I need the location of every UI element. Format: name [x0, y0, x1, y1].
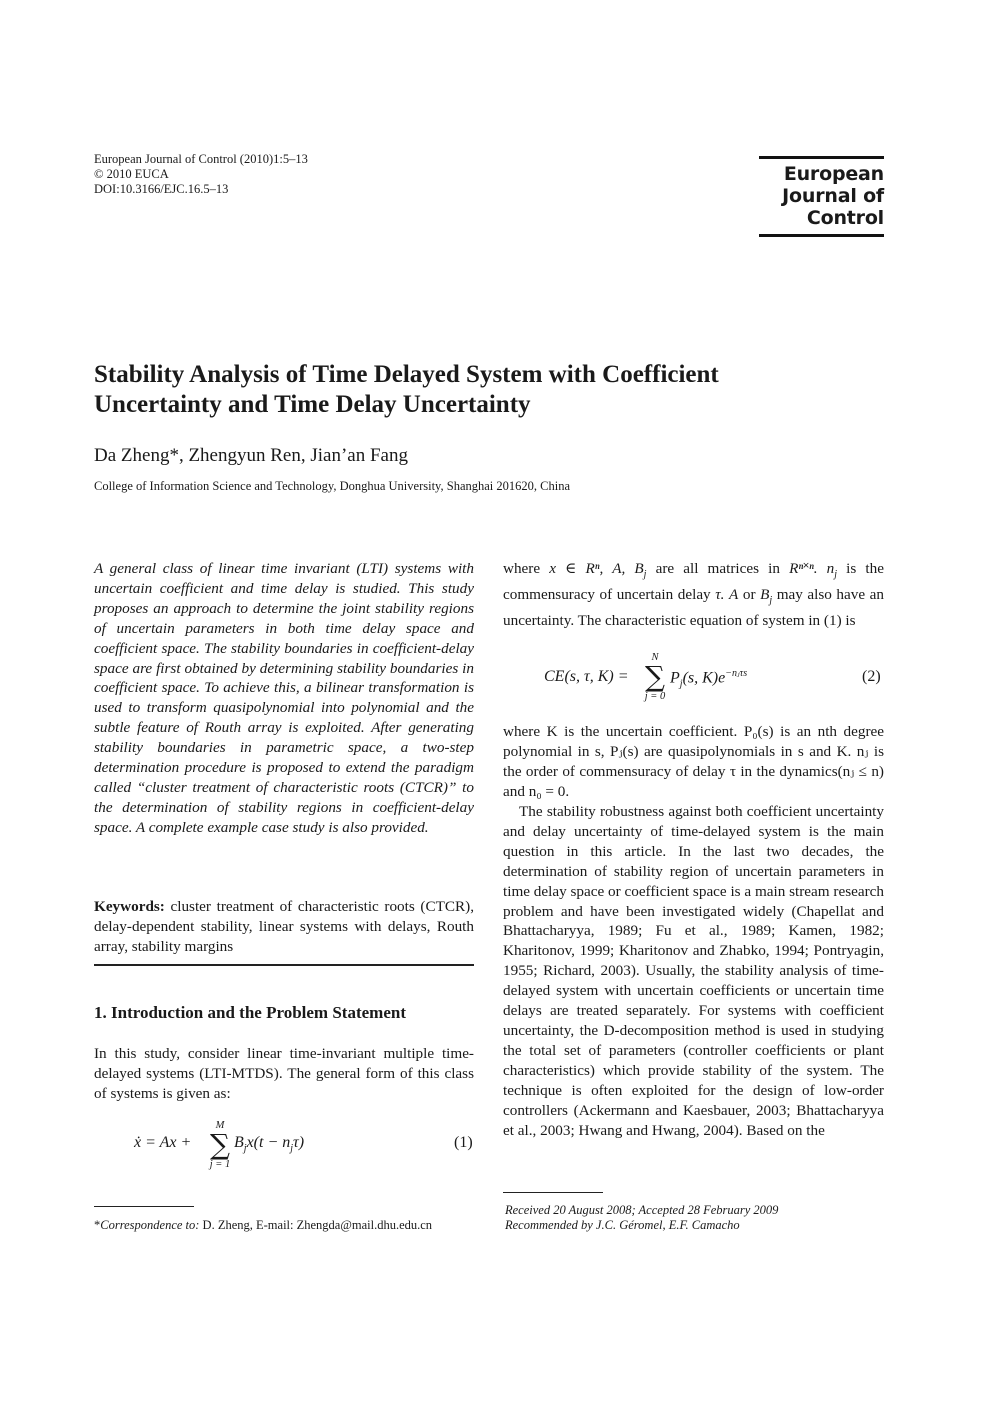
logo-line-1: European: [783, 163, 884, 185]
keywords-label: Keywords:: [94, 898, 165, 915]
logo-bottom-rule: [759, 234, 884, 237]
para-a-B: B: [760, 585, 770, 603]
keywords: [94, 897, 474, 957]
para-a-text-5: may also have an uncertainty. The characteristic equation of system in (1) is: [503, 585, 884, 629]
title-line-2: Uncertainty and Time Delay Uncertainty: [94, 391, 531, 418]
keywords-text: cluster treatment of characteristic roots (CTCR), delay-dependent stability, linear systems with delays, Routh array, stability margins: [94, 898, 474, 955]
doi: DOI:10.3166/EJC.16.5–13: [94, 182, 229, 196]
equation-1-upper-limit: M: [215, 1120, 225, 1131]
eq2-P: P: [670, 669, 680, 687]
authors: Da Zheng*, Zhengyun Ren, Jian’an Fang: [94, 445, 408, 466]
eq2-sub-j: j: [679, 678, 683, 690]
summation-symbol-2: ∑: [645, 660, 665, 693]
equation-2-sum: [640, 652, 670, 702]
para-a-math-1: x ∈ Rⁿ, A, B: [549, 560, 644, 577]
right-para-b: where K is the uncertain coefficient. P₀(s) is an nth degree polynomial in s, Pⱼ(s) are quasipolynomials in s and K. nⱼ is the order of commensuracy of delay τ in the dynamics(nⱼ ≤ n) and n₀ = 0.: [503, 723, 884, 800]
para-a-math-2: Rⁿ˟ⁿ. n: [789, 560, 835, 577]
equation-1-rhs: [234, 1134, 304, 1154]
para-a-sub-3: j: [769, 594, 773, 606]
abstract-divider: [94, 964, 474, 966]
right-para-a: [503, 559, 884, 631]
section-heading: 1. Introduction and the Problem Statement: [94, 1003, 406, 1022]
para-a-sub-2: j: [834, 569, 838, 581]
equation-1-sum: [205, 1120, 235, 1170]
abstract: A general class of linear time invariant (LTI) systems with uncertain coefficient and time delay is studied. This study proposes an approach to determine the joint stability regions of uncertain parameters in both time delay space and coefficient space. The stability boundaries in coefficient-delay space are first obtained by determining stability boundaries in coefficient space. To achieve this, a bilinear transformation is used to transform quasipolynomial into polynomial and the subtle feature of Routh array is exploited. After generating stability boundaries in parametric space, a two-step determination procedure is proposed to extend the paradigm called “cluster treatment of characteristic roots (CTCR)” to the determination of stability regions in coefficient-delay space. A complete example case study is also provided.: [94, 560, 474, 836]
eq1-B: B: [234, 1134, 244, 1151]
journal-citation: European Journal of Control (2010)1:5–13: [94, 152, 308, 166]
equation-2-lhs: CE(s, τ, K) =: [544, 668, 629, 685]
equation-1-lhs: ẋ = Ax +: [134, 1134, 192, 1151]
dates-rule: [503, 1192, 603, 1193]
copyright: © 2010 EUCA: [94, 167, 169, 181]
para-a-text-1: where: [503, 560, 550, 577]
equation-2-upper-limit: N: [651, 652, 659, 663]
eq1-tail: x(t − n: [246, 1134, 291, 1151]
eq1-end: τ): [293, 1134, 305, 1151]
footnote-rule: [94, 1206, 194, 1207]
equation-2-rhs: [670, 668, 747, 690]
affiliation: College of Information Science and Technology, Donghua University, Shanghai 201620, China: [94, 479, 570, 493]
para-a-sub-1: j: [643, 569, 647, 581]
paper-title: [94, 360, 894, 420]
journal-logo: [759, 156, 884, 237]
right-para-c: The stability robustness against both coefficient uncertainty and delay uncertainty of time-delayed system is the main question in this article. In the last two decades, the determination of stability region of uncertain parameters in time delay space or coefficient space is a main stream research problem and have been investigated widely (Chapellat and Bhattacharyya, 1989; Fu et al., 1989; Kamen, 1982; Kharitonov, 1999; Kharitonov and Zhabko, 1994; Pontryagin, 1955; Richard, 2003). Usually, the stability analysis of time-delayed system with uncertain coefficients or uncertain time delays are treated separately. For systems with coefficient uncertainty, the D-decomposition method is used in studying the total set of parameters (controller coefficients or plant characteristics) which provide stability of the system. The technique is often exploited for the design of low-order controllers (Ackermann and Kaesbauer, 2003; Bhattacharyya et al., 2003; Hwang and Hwang, 2004). Based on the: [503, 803, 884, 1139]
para-a-tau: τ. A: [715, 585, 739, 603]
eq2-tail: (s, K)e: [682, 669, 726, 687]
para-a-text-2: are all matrices in: [646, 560, 790, 577]
para-a-text-4: or: [738, 585, 761, 603]
equation-2-lower-limit: j = 0: [644, 691, 666, 702]
eq2-exponent: −nⱼτs: [725, 668, 748, 679]
citation-block: [94, 152, 308, 197]
footnote: [94, 1218, 432, 1233]
para-a-text-3: is the commensuracy of uncertain delay: [503, 560, 884, 603]
logo-line-3: Control: [806, 207, 884, 229]
intro-paragraph: In this study, consider linear time-invariant multiple time-delayed systems (LTI-MTDS). The general form of this class of systems is given as:: [94, 1045, 474, 1102]
logo-line-2: Journal of: [782, 185, 884, 207]
recommended-by: Recommended by J.C. Géromel, E.F. Camacho: [505, 1218, 740, 1232]
equation-2-number: (2): [862, 668, 881, 685]
eq1-sub-j2: j: [290, 1143, 294, 1155]
logo-words: [759, 159, 884, 234]
received-dates: Received 20 August 2008; Accepted 28 February 2009: [505, 1203, 779, 1217]
equation-1-lower-limit: j = 1: [209, 1159, 231, 1170]
footnote-label: Correspondence to:: [100, 1218, 200, 1232]
summation-symbol: ∑: [210, 1128, 230, 1161]
footnote-text: D. Zheng, E-mail: Zhengda@mail.dhu.edu.cn: [199, 1218, 433, 1232]
title-line-1: Stability Analysis of Time Delayed System with Coefficient: [94, 361, 719, 388]
footnote-marker: *: [94, 1218, 101, 1232]
equation-1-number: (1): [454, 1134, 473, 1151]
eq1-sub-j: j: [243, 1143, 247, 1155]
